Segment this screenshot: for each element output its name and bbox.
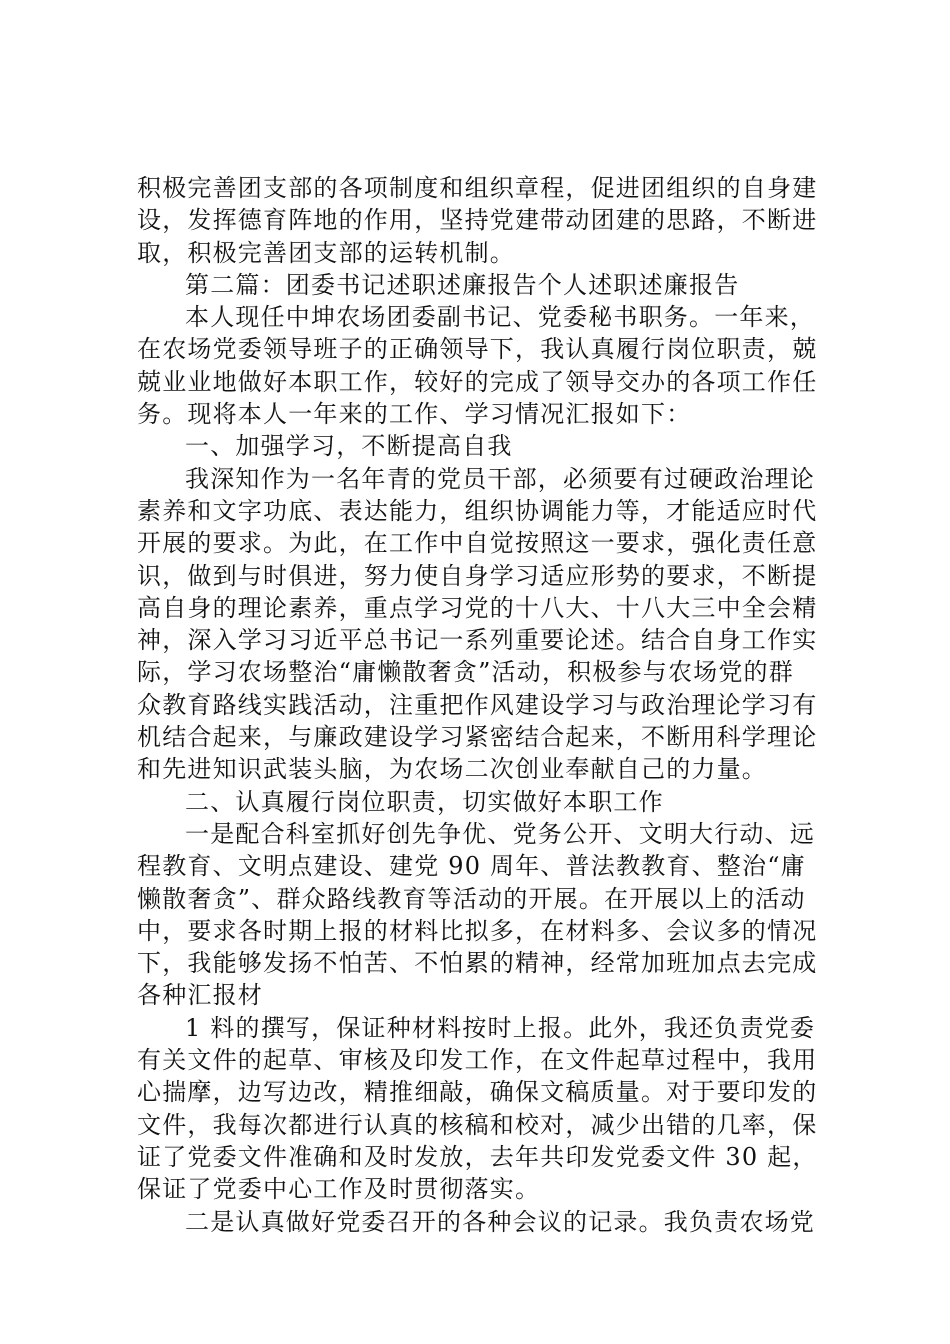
text-line: 文件，我每次都进行认真的核稿和校对，减少出错的几率，保 [137, 1110, 818, 1139]
text-line: 二是认真做好党委召开的各种会议的记录。我负责农场党 [185, 1207, 815, 1236]
text-line: 二、认真履行岗位职责，切实做好本职工作 [185, 787, 664, 816]
text-line: 高自身的理论素养，重点学习党的十八大、十八大三中全会精 [137, 593, 818, 622]
text-line: 1 料的撰写，保证种材料按时上报。此外，我还负责党委 [185, 1013, 816, 1042]
text-line: 素养和文字功底、表达能力，组织协调能力等，才能适应时代 [137, 496, 818, 525]
text-line: 第二篇：团委书记述职述廉报告个人述职述廉报告 [185, 270, 740, 299]
document-page [137, 172, 827, 1238]
text-line: 务。现将本人一年来的工作、学习情况汇报如下： [137, 400, 692, 429]
text-line: 懒散奢贪”、群众路线教育等活动的开展。在开展以上的活动 [137, 884, 806, 913]
text-line: 众教育路线实践活动，注重把作风建设学习与政治理论学习有 [137, 690, 818, 719]
text-line: 兢业业地做好本职工作，较好的完成了领导交办的各项工作任 [137, 367, 818, 396]
text-line: 证了党委文件准确和及时发放，去年共印发党委文件 30 起， [137, 1142, 818, 1171]
text-line: 在农场党委领导班子的正确领导下，我认真履行岗位职责，兢 [137, 335, 818, 364]
text-line: 和先进知识武装头脑，为农场二次创业奉献自己的力量。 [137, 755, 767, 784]
text-line: 保证了党委中心工作及时贯彻落实。 [137, 1175, 541, 1204]
text-line: 际，学习农场整治“庸懒散奢贪”活动，积极参与农场党的群 [137, 658, 794, 687]
text-line: 中，要求各时期上报的材料比拟多，在材料多、会议多的情况 [137, 916, 818, 945]
text-line: 神，深入学习习近平总书记一系列重要论述。结合自身工作实 [137, 626, 818, 655]
text-line: 取，积极完善团支部的运转机制。 [137, 238, 515, 267]
text-line: 有关文件的起草、审核及印发工作，在文件起草过程中，我用 [137, 1046, 818, 1075]
text-line: 识，做到与时俱进，努力使自身学习适应形势的要求，不断提 [137, 561, 818, 590]
text-line: 一是配合科室抓好创先争优、党务公开、文明大行动、远 [185, 819, 815, 848]
text-line: 本人现任中坤农场团委副书记、党委秘书职务。一年来， [185, 303, 815, 332]
text-line: 下，我能够发扬不怕苦、不怕累的精神，经常加班加点去完成 [137, 949, 818, 978]
text-line: 开展的要求。为此，在工作中自觉按照这一要求，强化责任意 [137, 529, 818, 558]
text-line: 设，发挥德育阵地的作用，坚持党建带动团建的思路，不断进 [137, 206, 818, 235]
text-line: 我深知作为一名年青的党员干部，必须要有过硬政治理论 [185, 464, 815, 493]
text-line: 心揣摩，边写边改，精推细敲，确保文稿质量。对于要印发的 [137, 1078, 818, 1107]
text-line: 一、加强学习，不断提高自我 [185, 432, 513, 461]
text-line: 机结合起来，与廉政建设学习紧密结合起来，不断用科学理论 [137, 723, 818, 752]
text-line: 程教育、文明点建设、建党 90 周年、普法教教育、整治“庸 [137, 852, 806, 881]
text-line: 积极完善团支部的各项制度和组织章程，促进团组织的自身建 [137, 174, 818, 202]
text-line: 各种汇报材 [137, 981, 263, 1010]
